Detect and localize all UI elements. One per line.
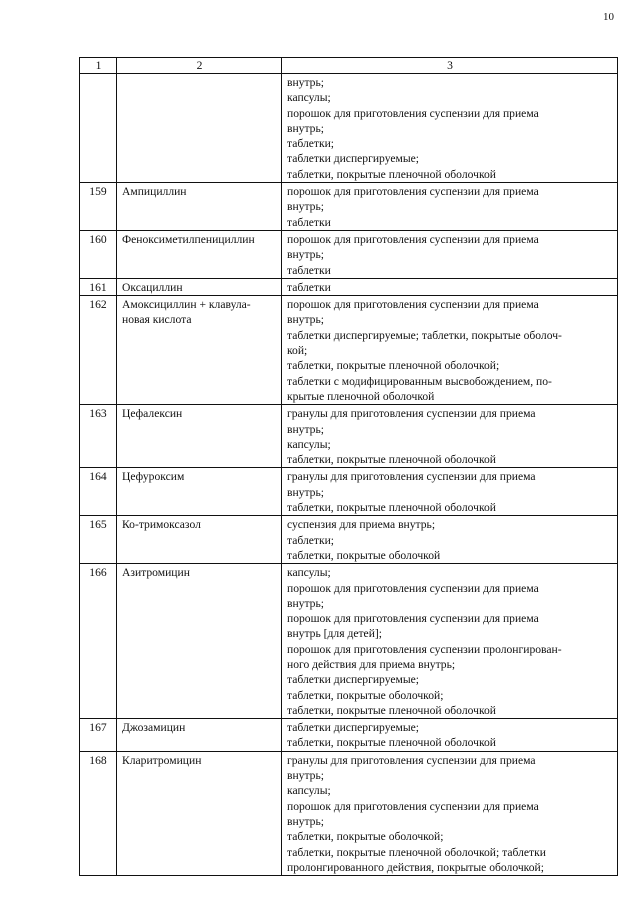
dosage-form-line: порошок для приготовления суспензии для приема bbox=[287, 581, 539, 595]
dosage-form-line: внутрь; bbox=[287, 422, 324, 436]
dosage-form-line: таблетки bbox=[287, 280, 331, 294]
dosage-forms bbox=[282, 564, 618, 719]
drug-name: Кларитромицин bbox=[117, 751, 282, 875]
dosage-form-line: порошок для приготовления суспензии для приема bbox=[287, 298, 539, 312]
drug-name: Феноксиметилпенициллин bbox=[117, 230, 282, 278]
drug-name: Азитромицин bbox=[117, 564, 282, 719]
dosage-form-line: таблетки, покрытые пленочной оболочкой; bbox=[287, 359, 500, 373]
dosage-form-line: таблетки, покрытые оболочкой; bbox=[287, 688, 444, 702]
row-number bbox=[80, 74, 117, 183]
dosage-form-line: таблетки с модифицированным высвобождением, по- bbox=[287, 374, 552, 388]
dosage-forms bbox=[282, 296, 618, 405]
dosage-form-line: таблетки, покрытые оболочкой bbox=[287, 548, 441, 562]
dosage-form-line: таблетки bbox=[287, 215, 331, 229]
header-cell-name: 2 bbox=[117, 58, 282, 74]
table-row bbox=[80, 230, 618, 278]
row-number: 161 bbox=[80, 278, 117, 295]
dosage-form-line: порошок для приготовления суспензии пролонгирован- bbox=[287, 642, 562, 656]
dosage-form-line: порошок для приготовления суспензии для приема bbox=[287, 612, 539, 626]
dosage-forms bbox=[282, 751, 618, 875]
dosage-form-line: гранулы для приготовления суспензии для приема bbox=[287, 407, 536, 421]
dosage-forms bbox=[282, 230, 618, 278]
dosage-form-line: пролонгированного действия, покрытые оболочкой; bbox=[287, 860, 544, 874]
dosage-form-line: таблетки диспергируемые; bbox=[287, 673, 419, 687]
table-row bbox=[80, 74, 618, 183]
dosage-forms bbox=[282, 719, 618, 752]
drug-table bbox=[79, 57, 618, 876]
row-number: 163 bbox=[80, 405, 117, 468]
table-row bbox=[80, 405, 618, 468]
dosage-form-line: внутрь; bbox=[287, 596, 324, 610]
dosage-form-line: ного действия для приема внутрь; bbox=[287, 657, 456, 671]
row-number: 164 bbox=[80, 468, 117, 516]
dosage-form-line: крытые пленочной оболочкой bbox=[287, 389, 435, 403]
dosage-form-line: капсулы; bbox=[287, 784, 331, 798]
table-header-row bbox=[80, 58, 618, 74]
dosage-form-line: порошок для приготовления суспензии для приема bbox=[287, 232, 539, 246]
dosage-form-line: внутрь; bbox=[287, 769, 324, 783]
drug-name: Ампициллин bbox=[117, 183, 282, 231]
row-number: 168 bbox=[80, 751, 117, 875]
row-number: 159 bbox=[80, 183, 117, 231]
dosage-form-line: таблетки, покрытые пленочной оболочкой bbox=[287, 736, 496, 750]
dosage-form-line: порошок для приготовления суспензии для приема bbox=[287, 185, 539, 199]
dosage-forms bbox=[282, 74, 618, 183]
dosage-form-line: внутрь; bbox=[287, 814, 324, 828]
dosage-form-line: таблетки, покрытые пленочной оболочкой bbox=[287, 453, 496, 467]
dosage-form-line: гранулы для приготовления суспензии для приема bbox=[287, 753, 536, 767]
dosage-form-line: внутрь; bbox=[287, 121, 324, 135]
drug-name: Джозамицин bbox=[117, 719, 282, 752]
drug-name: Цефуроксим bbox=[117, 468, 282, 516]
row-number: 162 bbox=[80, 296, 117, 405]
dosage-form-line: таблетки, покрытые оболочкой; bbox=[287, 830, 444, 844]
dosage-form-line: таблетки, покрытые пленочной оболочкой bbox=[287, 167, 496, 181]
row-number: 167 bbox=[80, 719, 117, 752]
dosage-form-line: таблетки; bbox=[287, 137, 335, 151]
dosage-form-line: таблетки, покрытые пленочной оболочкой bbox=[287, 501, 496, 515]
dosage-form-line: внутрь; bbox=[287, 76, 324, 89]
row-number: 165 bbox=[80, 516, 117, 564]
dosage-form-line: таблетки диспергируемые; bbox=[287, 721, 419, 735]
dosage-form-line: внутрь; bbox=[287, 200, 324, 214]
dosage-form-line: таблетки диспергируемые; bbox=[287, 152, 419, 166]
row-number: 160 bbox=[80, 230, 117, 278]
table-row bbox=[80, 278, 618, 295]
dosage-form-line: таблетки; bbox=[287, 533, 335, 547]
dosage-form-line: капсулы; bbox=[287, 91, 331, 105]
dosage-form-line: внутрь; bbox=[287, 485, 324, 499]
drug-name bbox=[117, 74, 282, 183]
table-row bbox=[80, 468, 618, 516]
dosage-forms bbox=[282, 405, 618, 468]
dosage-forms bbox=[282, 278, 618, 295]
page-number: 10 bbox=[603, 11, 614, 23]
table-row bbox=[80, 296, 618, 405]
dosage-form-line: таблетки, покрытые пленочной оболочкой bbox=[287, 703, 496, 717]
dosage-form-line: таблетки диспергируемые; таблетки, покрытые оболоч- bbox=[287, 328, 562, 342]
dosage-form-line: капсулы; bbox=[287, 566, 331, 580]
dosage-form-line: суспензия для приема внутрь; bbox=[287, 518, 436, 532]
drug-name: Оксациллин bbox=[117, 278, 282, 295]
dosage-form-line: капсулы; bbox=[287, 437, 331, 451]
dosage-form-line: гранулы для приготовления суспензии для приема bbox=[287, 470, 536, 484]
drug-name: Цефалексин bbox=[117, 405, 282, 468]
table-row bbox=[80, 564, 618, 719]
dosage-form-line: порошок для приготовления суспензии для приема bbox=[287, 799, 539, 813]
header-cell-forms: 3 bbox=[282, 58, 618, 74]
table-row bbox=[80, 751, 618, 875]
dosage-form-line: таблетки, покрытые пленочной оболочкой; таблетки bbox=[287, 845, 546, 859]
drug-name: Ко-тримоксазол bbox=[117, 516, 282, 564]
table-row bbox=[80, 719, 618, 752]
dosage-form-line: таблетки bbox=[287, 263, 331, 277]
dosage-form-line: кой; bbox=[287, 344, 308, 358]
table-row bbox=[80, 183, 618, 231]
dosage-forms bbox=[282, 516, 618, 564]
dosage-form-line: внутрь; bbox=[287, 248, 324, 262]
drug-name: Амоксициллин + клавула-новая кислота bbox=[117, 296, 282, 405]
dosage-forms bbox=[282, 468, 618, 516]
table-row bbox=[80, 516, 618, 564]
dosage-forms bbox=[282, 183, 618, 231]
dosage-form-line: порошок для приготовления суспензии для приема bbox=[287, 106, 539, 120]
dosage-form-line: внутрь; bbox=[287, 313, 324, 327]
dosage-form-line: внутрь [для детей]; bbox=[287, 627, 382, 641]
row-number: 166 bbox=[80, 564, 117, 719]
header-cell-number: 1 bbox=[80, 58, 117, 74]
